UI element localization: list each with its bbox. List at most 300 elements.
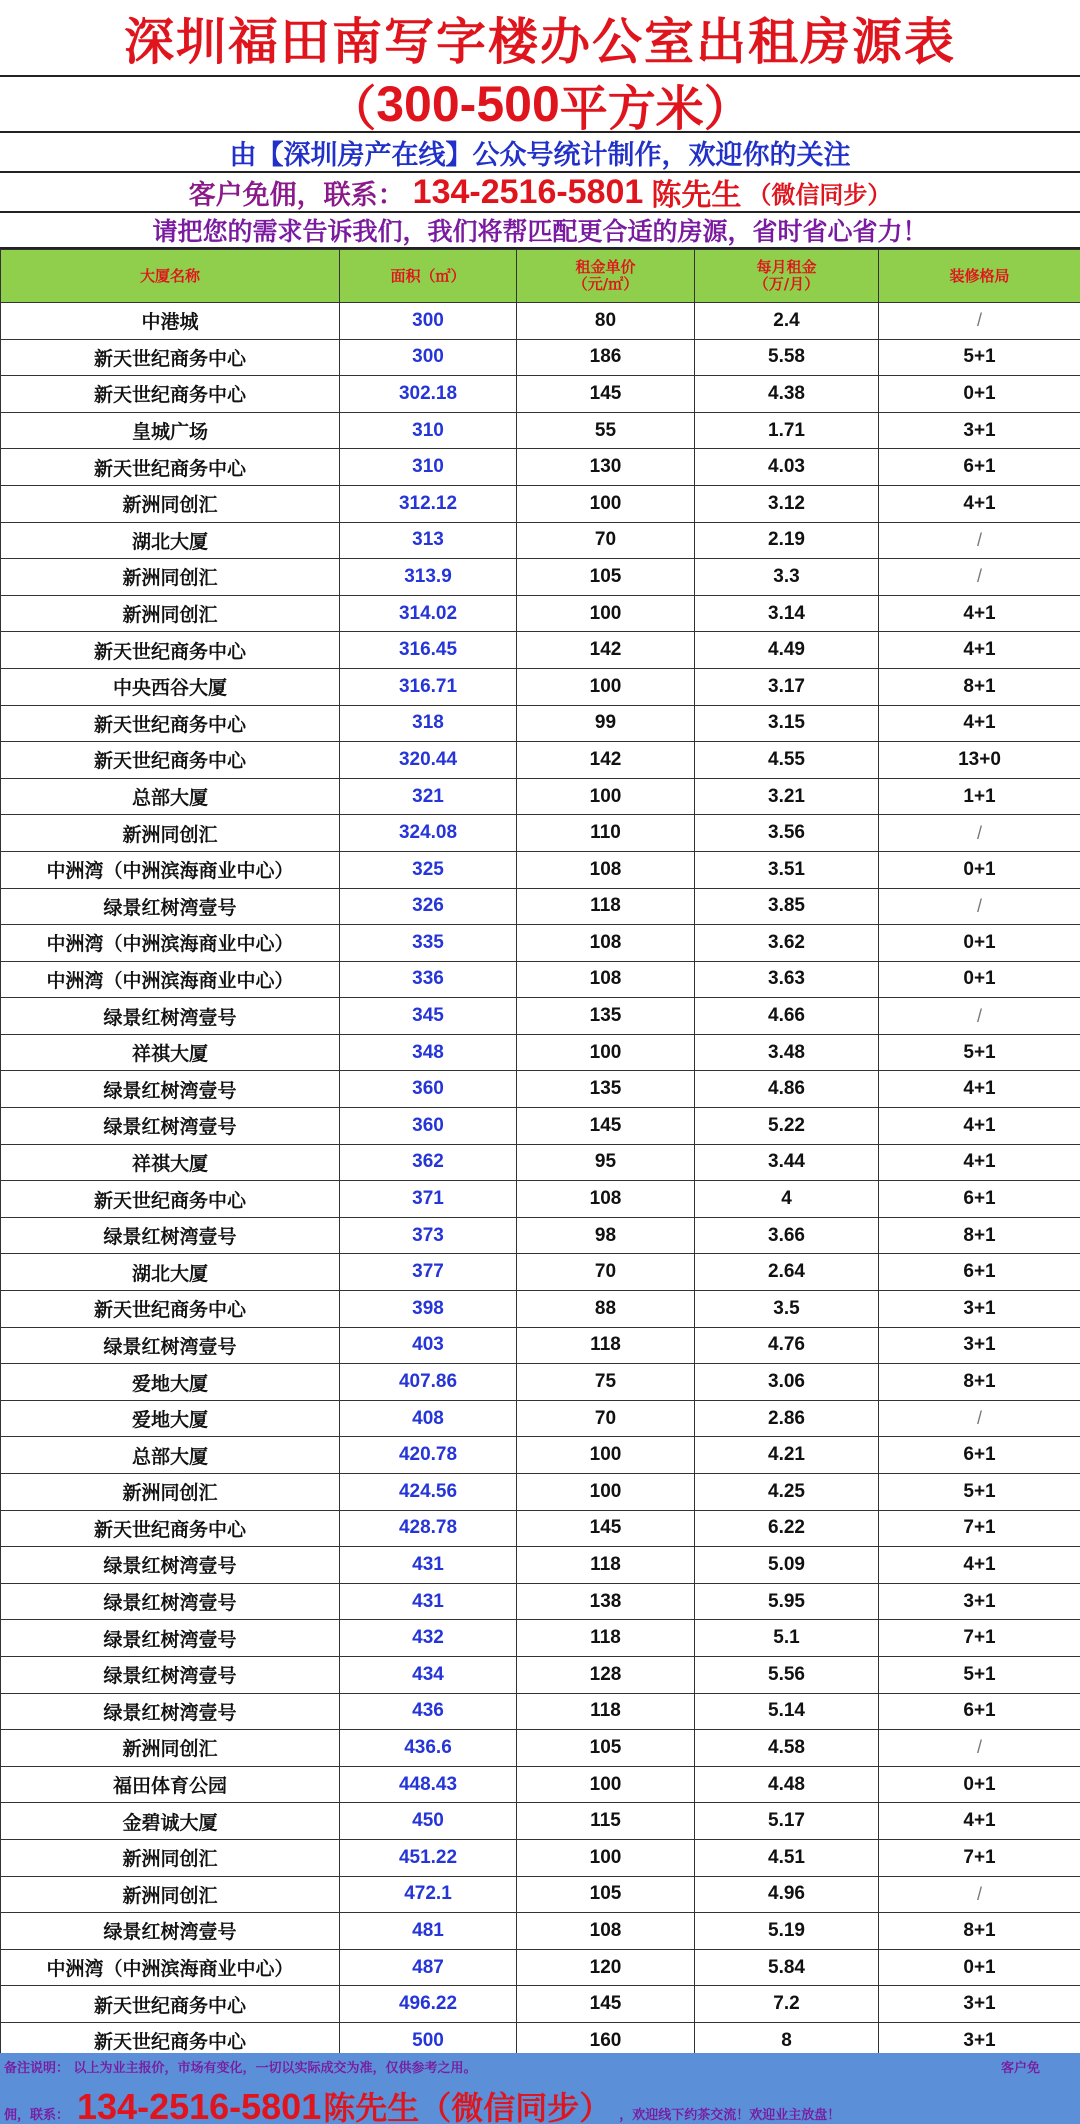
cell-unit-price: 55 <box>517 412 695 449</box>
cell-building: 绿景红树湾壹号 <box>1 1656 340 1693</box>
cell-monthly-rent: 2.64 <box>695 1254 879 1291</box>
cell-area: 373 <box>340 1217 517 1254</box>
table-row <box>1 1730 1080 1767</box>
cell-monthly-rent: 4.86 <box>695 1071 879 1108</box>
cell-building: 皇城广场 <box>1 412 340 449</box>
cell-building: 福田体育公园 <box>1 1766 340 1803</box>
cell-layout: 3+1 <box>879 2022 1080 2059</box>
cell-layout: 7+1 <box>879 1839 1080 1876</box>
cell-unit-price: 118 <box>517 1620 695 1657</box>
footer-prefix: 佣，联系： <box>4 2108 70 2123</box>
cell-building: 绿景红树湾壹号 <box>1 998 340 1035</box>
table-row <box>1 1839 1080 1876</box>
table-row <box>1 1986 1080 2023</box>
area-range-title <box>0 77 1080 133</box>
cell-building: 绿景红树湾壹号 <box>1 1693 340 1730</box>
cell-unit-price: 108 <box>517 925 695 962</box>
cell-unit-price: 88 <box>517 1291 695 1328</box>
table-row <box>1 1034 1080 1071</box>
cell-area: 481 <box>340 1913 517 1950</box>
cell-unit-price: 135 <box>517 998 695 1035</box>
cell-unit-price: 138 <box>517 1583 695 1620</box>
cell-monthly-rent: 5.56 <box>695 1656 879 1693</box>
cell-monthly-rent: 4.51 <box>695 1839 879 1876</box>
cell-building: 新天世纪商务中心 <box>1 1291 340 1328</box>
cell-layout: 7+1 <box>879 1620 1080 1657</box>
cell-area: 360 <box>340 1071 517 1108</box>
cell-building: 新天世纪商务中心 <box>1 376 340 413</box>
cell-layout: 5+1 <box>879 1474 1080 1511</box>
cell-unit-price: 70 <box>517 522 695 559</box>
table-row <box>1 1583 1080 1620</box>
cell-monthly-rent: 2.86 <box>695 1400 879 1437</box>
cell-unit-price: 100 <box>517 778 695 815</box>
cell-building: 绿景红树湾壹号 <box>1 1108 340 1145</box>
cell-building: 新天世纪商务中心 <box>1 339 340 376</box>
cell-area: 326 <box>340 888 517 925</box>
table-row <box>1 1364 1080 1401</box>
cell-unit-price: 160 <box>517 2022 695 2059</box>
table-row <box>1 595 1080 632</box>
cell-unit-price: 100 <box>517 1034 695 1071</box>
cell-area: 336 <box>340 961 517 998</box>
cell-layout: / <box>879 888 1080 925</box>
cell-unit-price: 108 <box>517 1181 695 1218</box>
cell-layout: / <box>879 998 1080 1035</box>
cell-area: 431 <box>340 1583 517 1620</box>
cell-unit-price: 95 <box>517 1144 695 1181</box>
cell-area: 312.12 <box>340 485 517 522</box>
table-row <box>1 1766 1080 1803</box>
cell-layout: / <box>879 522 1080 559</box>
cell-layout: 6+1 <box>879 1181 1080 1218</box>
cell-area: 345 <box>340 998 517 1035</box>
table-row <box>1 1181 1080 1218</box>
cell-monthly-rent: 4.55 <box>695 742 879 779</box>
cell-area: 313.9 <box>340 559 517 596</box>
footer-tail: ，欢迎线下约茶交流！欢迎业主放盘！ <box>619 2108 841 2123</box>
cell-monthly-rent: 4.66 <box>695 998 879 1035</box>
subtitle-text: 由【深圳房产在线】公众号统计制作，欢迎你的关注 <box>229 139 851 171</box>
cell-area: 434 <box>340 1656 517 1693</box>
cell-area: 407.86 <box>340 1364 517 1401</box>
cell-area: 450 <box>340 1803 517 1840</box>
table-row <box>1 376 1080 413</box>
cell-layout: 6+1 <box>879 1437 1080 1474</box>
cell-building: 湖北大厦 <box>1 1254 340 1291</box>
cell-area: 420.78 <box>340 1437 517 1474</box>
cell-unit-price: 105 <box>517 559 695 596</box>
cell-area: 300 <box>340 339 517 376</box>
cell-layout: 5+1 <box>879 1656 1080 1693</box>
cell-unit-price: 100 <box>517 1474 695 1511</box>
cell-unit-price: 135 <box>517 1071 695 1108</box>
cell-monthly-rent: 3.56 <box>695 815 879 852</box>
cell-layout: 3+1 <box>879 1327 1080 1364</box>
cell-layout: 8+1 <box>879 668 1080 705</box>
cell-area: 436 <box>340 1693 517 1730</box>
cell-unit-price: 80 <box>517 303 695 340</box>
footer-banner <box>0 2053 1080 2124</box>
footer-note: 备注说明： 以上为业主报价，市场有变化，一切以实际成交为准，仅供参考之用。 <box>4 2061 477 2076</box>
col-header-area: 面积（㎡） <box>340 250 517 303</box>
table-row <box>1 1547 1080 1584</box>
table-row <box>1 998 1080 1035</box>
cell-unit-price: 100 <box>517 1437 695 1474</box>
cell-area: 310 <box>340 412 517 449</box>
cell-unit-price: 100 <box>517 668 695 705</box>
cell-building: 绿景红树湾壹号 <box>1 1547 340 1584</box>
cell-building: 新洲同创汇 <box>1 485 340 522</box>
table-row <box>1 851 1080 888</box>
cell-building: 新天世纪商务中心 <box>1 632 340 669</box>
range-open: （ <box>328 80 377 133</box>
cell-area: 398 <box>340 1291 517 1328</box>
range-value: 300-500 <box>376 77 560 132</box>
cell-building: 总部大厦 <box>1 1437 340 1474</box>
cell-monthly-rent: 3.17 <box>695 668 879 705</box>
cell-building: 金碧诚大厦 <box>1 1803 340 1840</box>
cell-layout: 3+1 <box>879 1291 1080 1328</box>
cell-layout: 4+1 <box>879 1547 1080 1584</box>
cell-area: 403 <box>340 1327 517 1364</box>
cell-monthly-rent: 5.22 <box>695 1108 879 1145</box>
table-row <box>1 925 1080 962</box>
cell-monthly-rent: 3.5 <box>695 1291 879 1328</box>
footer-phone: 134-2516-5801 <box>77 2086 322 2124</box>
cell-monthly-rent: 5.14 <box>695 1693 879 1730</box>
table-row <box>1 1913 1080 1950</box>
table-row <box>1 485 1080 522</box>
cell-area: 362 <box>340 1144 517 1181</box>
cell-area: 496.22 <box>340 1986 517 2023</box>
contact-prefix: 客户免佣，联系： <box>188 179 405 211</box>
table-row <box>1 1803 1080 1840</box>
cell-layout: 4+1 <box>879 1803 1080 1840</box>
cell-layout: 6+1 <box>879 1693 1080 1730</box>
cell-unit-price: 70 <box>517 1400 695 1437</box>
cell-layout: 0+1 <box>879 961 1080 998</box>
cell-unit-price: 120 <box>517 1949 695 1986</box>
cell-area: 408 <box>340 1400 517 1437</box>
cell-building: 新天世纪商务中心 <box>1 1510 340 1547</box>
cell-unit-price: 186 <box>517 339 695 376</box>
cell-layout: 3+1 <box>879 1583 1080 1620</box>
cell-unit-price: 75 <box>517 1364 695 1401</box>
cell-monthly-rent: 3.51 <box>695 851 879 888</box>
cell-building: 绿景红树湾壹号 <box>1 1217 340 1254</box>
cell-monthly-rent: 4.49 <box>695 632 879 669</box>
cell-monthly-rent: 3.21 <box>695 778 879 815</box>
cell-building: 绿景红树湾壹号 <box>1 1583 340 1620</box>
table-row <box>1 742 1080 779</box>
cell-monthly-rent: 1.71 <box>695 412 879 449</box>
cell-monthly-rent: 4.58 <box>695 1730 879 1767</box>
cell-monthly-rent: 5.19 <box>695 1913 879 1950</box>
table-row <box>1 1437 1080 1474</box>
cell-building: 绿景红树湾壹号 <box>1 1620 340 1657</box>
col-header-building: 大厦名称 <box>1 250 340 303</box>
cell-layout: 4+1 <box>879 632 1080 669</box>
cell-building: 祥祺大厦 <box>1 1144 340 1181</box>
col-header-layout: 装修格局 <box>879 250 1080 303</box>
cell-monthly-rent: 6.22 <box>695 1510 879 1547</box>
cell-unit-price: 145 <box>517 376 695 413</box>
cell-monthly-rent: 3.14 <box>695 595 879 632</box>
table-row <box>1 778 1080 815</box>
cell-building: 新洲同创汇 <box>1 1839 340 1876</box>
subtitle <box>0 133 1080 173</box>
cell-unit-price: 118 <box>517 888 695 925</box>
cell-area: 472.1 <box>340 1876 517 1913</box>
cell-building: 中洲湾（中洲滨海商业中心） <box>1 1949 340 1986</box>
table-row <box>1 522 1080 559</box>
cell-monthly-rent: 3.66 <box>695 1217 879 1254</box>
cell-monthly-rent: 4.48 <box>695 1766 879 1803</box>
cell-building: 绿景红树湾壹号 <box>1 888 340 925</box>
table-row <box>1 668 1080 705</box>
cell-layout: / <box>879 303 1080 340</box>
cell-layout: 0+1 <box>879 376 1080 413</box>
table-row <box>1 1327 1080 1364</box>
cell-building: 祥祺大厦 <box>1 1034 340 1071</box>
cell-area: 314.02 <box>340 595 517 632</box>
table-row <box>1 1949 1080 1986</box>
cell-monthly-rent: 3.85 <box>695 888 879 925</box>
cell-layout: 0+1 <box>879 1949 1080 1986</box>
slogan <box>0 213 1080 249</box>
cell-unit-price: 99 <box>517 705 695 742</box>
cell-monthly-rent: 5.1 <box>695 1620 879 1657</box>
cell-area: 313 <box>340 522 517 559</box>
cell-layout: 8+1 <box>879 1913 1080 1950</box>
cell-layout: 8+1 <box>879 1217 1080 1254</box>
cell-monthly-rent: 4.38 <box>695 376 879 413</box>
table-row <box>1 1876 1080 1913</box>
cell-monthly-rent: 2.19 <box>695 522 879 559</box>
cell-area: 436.6 <box>340 1730 517 1767</box>
cell-layout: 4+1 <box>879 1071 1080 1108</box>
cell-unit-price: 145 <box>517 1986 695 2023</box>
cell-unit-price: 105 <box>517 1730 695 1767</box>
cell-monthly-rent: 2.4 <box>695 303 879 340</box>
contact-phone: 134-2516-5801 <box>412 173 644 211</box>
cell-layout: 5+1 <box>879 1034 1080 1071</box>
cell-unit-price: 108 <box>517 961 695 998</box>
cell-unit-price: 115 <box>517 1803 695 1840</box>
footer-name: 陈先生（微信同步） <box>323 2089 612 2124</box>
cell-building: 新天世纪商务中心 <box>1 742 340 779</box>
cell-building: 总部大厦 <box>1 778 340 815</box>
table-row <box>1 815 1080 852</box>
table-row <box>1 1254 1080 1291</box>
cell-layout: 0+1 <box>879 851 1080 888</box>
table-row <box>1 1071 1080 1108</box>
cell-building: 中洲湾（中洲滨海商业中心） <box>1 851 340 888</box>
cell-building: 新天世纪商务中心 <box>1 1181 340 1218</box>
cell-building: 绿景红树湾壹号 <box>1 1327 340 1364</box>
cell-unit-price: 98 <box>517 1217 695 1254</box>
cell-area: 377 <box>340 1254 517 1291</box>
cell-monthly-rent: 4.21 <box>695 1437 879 1474</box>
table-row <box>1 632 1080 669</box>
cell-building: 新天世纪商务中心 <box>1 2022 340 2059</box>
cell-building: 爱地大厦 <box>1 1364 340 1401</box>
cell-building: 新洲同创汇 <box>1 1474 340 1511</box>
cell-monthly-rent: 5.58 <box>695 339 879 376</box>
cell-unit-price: 145 <box>517 1510 695 1547</box>
cell-unit-price: 100 <box>517 1839 695 1876</box>
cell-layout: 0+1 <box>879 925 1080 962</box>
cell-building: 新洲同创汇 <box>1 815 340 852</box>
cell-building: 新天世纪商务中心 <box>1 449 340 486</box>
cell-monthly-rent: 5.95 <box>695 1583 879 1620</box>
cell-unit-price: 108 <box>517 851 695 888</box>
listing-table <box>0 249 1080 2060</box>
cell-monthly-rent: 5.09 <box>695 1547 879 1584</box>
cell-area: 451.22 <box>340 1839 517 1876</box>
table-row <box>1 1108 1080 1145</box>
cell-area: 371 <box>340 1181 517 1218</box>
contact-name: 陈先生 <box>651 178 742 213</box>
table-row <box>1 559 1080 596</box>
col-header-monthly-rent: 每月租金 （万/月） <box>695 250 879 303</box>
cell-layout: 4+1 <box>879 705 1080 742</box>
cell-monthly-rent: 3.48 <box>695 1034 879 1071</box>
table-row <box>1 449 1080 486</box>
cell-building: 新天世纪商务中心 <box>1 705 340 742</box>
cell-layout: 4+1 <box>879 1108 1080 1145</box>
range-unit: 平方米） <box>559 80 752 133</box>
cell-layout: / <box>879 815 1080 852</box>
table-row <box>1 1620 1080 1657</box>
cell-layout: 7+1 <box>879 1510 1080 1547</box>
cell-building: 中洲湾（中洲滨海商业中心） <box>1 925 340 962</box>
table-row <box>1 412 1080 449</box>
footer-contact <box>4 2083 840 2124</box>
table-row <box>1 1474 1080 1511</box>
cell-unit-price: 118 <box>517 1327 695 1364</box>
cell-building: 中港城 <box>1 303 340 340</box>
cell-building: 新洲同创汇 <box>1 595 340 632</box>
cell-area: 324.08 <box>340 815 517 852</box>
cell-area: 300 <box>340 303 517 340</box>
cell-layout: / <box>879 559 1080 596</box>
cell-monthly-rent: 4.96 <box>695 1876 879 1913</box>
cell-area: 310 <box>340 449 517 486</box>
cell-building: 湖北大厦 <box>1 522 340 559</box>
cell-unit-price: 105 <box>517 1876 695 1913</box>
table-row <box>1 1656 1080 1693</box>
contact-line <box>0 173 1080 213</box>
cell-unit-price: 100 <box>517 1766 695 1803</box>
cell-building: 绿景红树湾壹号 <box>1 1913 340 1950</box>
cell-monthly-rent: 4.25 <box>695 1474 879 1511</box>
cell-area: 428.78 <box>340 1510 517 1547</box>
cell-layout: 0+1 <box>879 1766 1080 1803</box>
cell-layout: 3+1 <box>879 1986 1080 2023</box>
cell-area: 348 <box>340 1034 517 1071</box>
table-row <box>1 339 1080 376</box>
cell-building: 绿景红树湾壹号 <box>1 1071 340 1108</box>
cell-building: 中央西谷大厦 <box>1 668 340 705</box>
cell-monthly-rent: 4.76 <box>695 1327 879 1364</box>
cell-monthly-rent: 3.06 <box>695 1364 879 1401</box>
cell-monthly-rent: 7.2 <box>695 1986 879 2023</box>
cell-area: 302.18 <box>340 376 517 413</box>
cell-unit-price: 118 <box>517 1547 695 1584</box>
cell-building: 新洲同创汇 <box>1 559 340 596</box>
table-row <box>1 888 1080 925</box>
table-row <box>1 1144 1080 1181</box>
table-row <box>1 1291 1080 1328</box>
cell-layout: / <box>879 1400 1080 1437</box>
cell-unit-price: 130 <box>517 449 695 486</box>
cell-monthly-rent: 5.84 <box>695 1949 879 1986</box>
cell-unit-price: 142 <box>517 632 695 669</box>
cell-layout: 6+1 <box>879 1254 1080 1291</box>
cell-area: 448.43 <box>340 1766 517 1803</box>
table-row <box>1 1217 1080 1254</box>
cell-layout: 4+1 <box>879 485 1080 522</box>
cell-unit-price: 108 <box>517 1913 695 1950</box>
cell-building: 新天世纪商务中心 <box>1 1986 340 2023</box>
footer-right-note: 客户免 <box>1000 2061 1040 2076</box>
cell-layout: / <box>879 1876 1080 1913</box>
table-row <box>1 1693 1080 1730</box>
cell-monthly-rent: 8 <box>695 2022 879 2059</box>
slogan-text: 请把您的需求告诉我们，我们将帮匹配更合适的房源，省时省心省力！ <box>152 217 928 246</box>
cell-layout: 1+1 <box>879 778 1080 815</box>
table-row <box>1 961 1080 998</box>
cell-layout: / <box>879 1730 1080 1767</box>
cell-monthly-rent: 3.15 <box>695 705 879 742</box>
cell-monthly-rent: 3.12 <box>695 485 879 522</box>
col-header-unit-price: 租金单价 （元/㎡） <box>517 250 695 303</box>
cell-area: 431 <box>340 1547 517 1584</box>
table-row <box>1 1400 1080 1437</box>
cell-area: 432 <box>340 1620 517 1657</box>
cell-monthly-rent: 3.3 <box>695 559 879 596</box>
table-row <box>1 303 1080 340</box>
cell-area: 424.56 <box>340 1474 517 1511</box>
cell-unit-price: 110 <box>517 815 695 852</box>
cell-unit-price: 118 <box>517 1693 695 1730</box>
cell-layout: 8+1 <box>879 1364 1080 1401</box>
page-title <box>0 0 1080 77</box>
cell-area: 318 <box>340 705 517 742</box>
cell-area: 325 <box>340 851 517 888</box>
table-row <box>1 1510 1080 1547</box>
cell-unit-price: 100 <box>517 485 695 522</box>
cell-area: 500 <box>340 2022 517 2059</box>
cell-monthly-rent: 3.62 <box>695 925 879 962</box>
cell-monthly-rent: 4 <box>695 1181 879 1218</box>
cell-area: 360 <box>340 1108 517 1145</box>
cell-unit-price: 70 <box>517 1254 695 1291</box>
cell-area: 316.71 <box>340 668 517 705</box>
cell-building: 新洲同创汇 <box>1 1876 340 1913</box>
table-row <box>1 705 1080 742</box>
cell-area: 487 <box>340 1949 517 1986</box>
cell-building: 爱地大厦 <box>1 1400 340 1437</box>
cell-layout: 13+0 <box>879 742 1080 779</box>
cell-area: 320.44 <box>340 742 517 779</box>
cell-area: 335 <box>340 925 517 962</box>
cell-monthly-rent: 3.44 <box>695 1144 879 1181</box>
cell-unit-price: 100 <box>517 595 695 632</box>
cell-layout: 5+1 <box>879 339 1080 376</box>
